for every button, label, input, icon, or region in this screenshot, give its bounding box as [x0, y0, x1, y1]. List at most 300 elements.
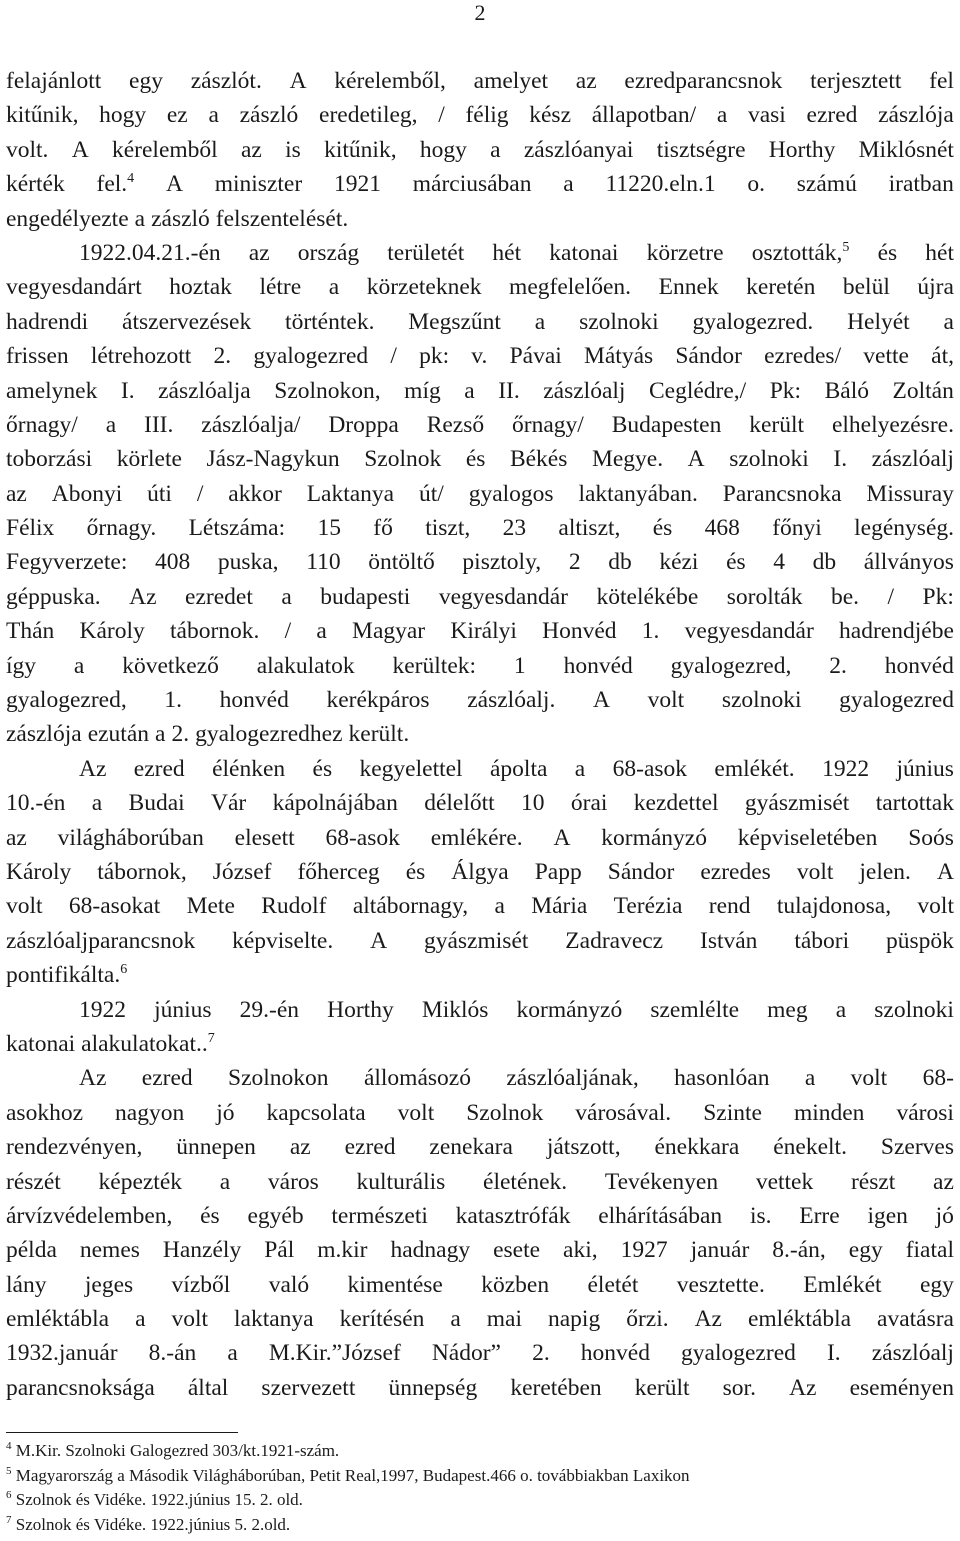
word: ezredes/	[764, 343, 842, 370]
text-line	[6, 1268, 954, 1302]
word: közben	[481, 1271, 550, 1298]
word: Mátyás	[583, 343, 654, 370]
text-line	[6, 1027, 954, 1061]
word: Rezső	[426, 411, 485, 438]
word: 1922	[79, 996, 126, 1023]
word: árvízvédelemben,	[6, 1202, 173, 1229]
text-line	[6, 993, 954, 1027]
word: laktanya	[234, 1306, 314, 1333]
text-line	[6, 1199, 954, 1233]
word: számú	[796, 171, 857, 198]
word: Zadravecz	[565, 927, 664, 954]
word: 1	[513, 652, 526, 679]
word: 4	[773, 549, 786, 576]
word: kegyelettel	[359, 755, 463, 782]
footnote-reference[interactable]: 6	[120, 962, 128, 978]
word: tiszt,	[425, 515, 471, 542]
word: volt	[796, 858, 834, 885]
word: főherceg	[297, 858, 380, 885]
word: hadrendjébe	[839, 618, 954, 645]
text-line	[6, 786, 954, 820]
word: jó	[935, 1202, 954, 1229]
word: Budai	[128, 790, 185, 817]
word: zászlóalja	[158, 377, 251, 404]
word: Az	[789, 1374, 817, 1401]
word: 2.	[171, 721, 190, 748]
word: parancsnoksága	[6, 1374, 155, 1401]
word: a	[208, 102, 219, 129]
word: a	[534, 308, 546, 335]
word: ápolta	[489, 755, 548, 782]
word: honvéd	[884, 652, 954, 679]
word: játszott,	[546, 1134, 621, 1161]
word: 2.	[532, 1340, 550, 1367]
word: Terézia	[613, 893, 683, 920]
word: énekkara	[654, 1134, 740, 1161]
word: is.	[749, 1202, 772, 1229]
word: az	[6, 480, 27, 507]
word: ezután	[87, 721, 150, 748]
footnote-text: Szolnok és Vidéke. 1922.június 15. 2. old.	[15, 1490, 303, 1510]
word	[752, 236, 850, 270]
word: 1.	[641, 618, 660, 645]
word-text: pontifikálta.	[6, 962, 121, 989]
word: területét	[387, 239, 465, 266]
word: A	[553, 824, 571, 851]
word: ezred	[141, 1065, 193, 1092]
word: zászlóalj	[871, 1340, 954, 1367]
word: Félix	[6, 515, 55, 542]
word: István	[700, 927, 758, 954]
word: keretében	[510, 1374, 602, 1401]
word: Károly	[79, 618, 145, 645]
word: órai	[570, 790, 608, 817]
word: Megye.	[591, 446, 664, 473]
word: egyéb	[247, 1202, 304, 1229]
word: tulajdonosa,	[776, 893, 892, 920]
word: emlékére.	[430, 824, 523, 851]
word: kerültek:	[392, 652, 477, 679]
word: és	[726, 549, 746, 576]
word: életét	[587, 1271, 639, 1298]
word: átszervezések	[122, 308, 252, 335]
word: avatásra	[877, 1306, 954, 1333]
text-line	[6, 580, 954, 614]
word: került.	[348, 721, 410, 748]
text-line	[6, 821, 954, 855]
word: 2	[568, 549, 581, 576]
word: elhelyezésre.	[831, 411, 954, 438]
word: öntöltő	[368, 549, 435, 576]
word: Báló	[824, 377, 869, 404]
word: Szinte	[703, 1099, 762, 1126]
word: Missuray	[866, 480, 954, 507]
word: Az	[129, 583, 157, 610]
word: Parancsnoka	[722, 480, 842, 507]
word: volt	[647, 687, 685, 714]
word: így	[6, 652, 37, 679]
word: ezred	[806, 102, 858, 129]
word: zászlóanyai	[523, 136, 634, 163]
word: következő	[122, 652, 219, 679]
word: a	[91, 790, 103, 817]
word: kérték	[6, 171, 65, 198]
word: /	[390, 343, 397, 370]
word: részét	[6, 1168, 61, 1195]
word: ünnepség	[388, 1374, 478, 1401]
word: kormányzó	[516, 996, 623, 1023]
word: fő	[373, 515, 393, 542]
footnote-text: Magyarország a Második Világháborúban, Petit Real,1997, Budapest.466 o. továbbiakban Laxikon	[15, 1465, 690, 1485]
word: énekelt.	[773, 1134, 847, 1161]
word: példa	[6, 1237, 57, 1264]
word: József	[212, 858, 272, 885]
word: 2.	[213, 343, 232, 370]
text-line	[6, 477, 954, 511]
word: amelyet	[473, 68, 549, 94]
footnote-separator	[6, 1432, 238, 1433]
word: a	[563, 171, 574, 198]
word: hét	[925, 239, 954, 266]
word: ezredparancsnok	[624, 68, 783, 94]
word: eseményen	[849, 1374, 954, 1401]
word: volt.	[6, 136, 49, 163]
word: A	[687, 446, 705, 473]
word: részt	[850, 1168, 896, 1195]
text-line	[6, 545, 954, 579]
word: őrnagy.	[86, 515, 157, 542]
word: felszentelését.	[215, 205, 349, 232]
word: kapcsolata	[266, 1099, 366, 1126]
word: Békés	[509, 446, 568, 473]
word: Pk:	[769, 377, 802, 404]
word: az	[6, 824, 27, 851]
word: zászló	[239, 102, 299, 129]
word: január	[690, 1237, 750, 1264]
footnote-reference[interactable]: 4	[127, 171, 135, 187]
footnotes	[6, 1439, 954, 1537]
word: a	[716, 102, 728, 129]
word: 1922.04.21.-én	[79, 239, 221, 266]
word: őrzi.	[626, 1306, 669, 1333]
word: 68-	[922, 1065, 954, 1092]
word: a	[490, 136, 501, 163]
word: Papp	[534, 858, 582, 885]
word: iratban	[888, 171, 954, 198]
paragraph	[6, 236, 954, 752]
word: terjesztett	[810, 68, 902, 94]
word: katonai	[6, 1030, 76, 1057]
word: /	[887, 583, 895, 610]
word: III.	[144, 411, 174, 438]
word: vegyesdandárt	[6, 274, 142, 301]
footnote-marker: 7	[6, 1513, 12, 1526]
word: szolnoki	[721, 687, 802, 714]
word: őrnagy/	[512, 411, 584, 438]
word: 68-asok	[325, 824, 400, 851]
word: Laktanya	[306, 480, 395, 507]
word: ezredet	[185, 583, 253, 610]
word: 10	[521, 790, 545, 817]
word: ezred	[133, 755, 185, 782]
text-line	[6, 924, 954, 958]
word: került	[634, 1374, 690, 1401]
text-line	[6, 133, 954, 167]
word: természeti	[331, 1202, 428, 1229]
word: Az	[79, 1065, 107, 1092]
word: amelynek	[6, 377, 98, 404]
word: kimentése	[347, 1271, 443, 1298]
word: Emlékét	[803, 1271, 882, 1298]
word: Abonyi	[51, 480, 123, 507]
word: jelen.	[859, 858, 911, 885]
word: a	[281, 583, 292, 610]
word: szervezett	[261, 1374, 356, 1401]
word: akkor	[228, 480, 282, 507]
text-line	[6, 167, 954, 201]
word: keretén	[746, 274, 816, 301]
word: az	[289, 1134, 311, 1161]
text-line	[6, 1130, 954, 1164]
word: megfelelően.	[509, 274, 632, 301]
word: zászló	[151, 205, 210, 232]
word: rendezvényen,	[6, 1134, 143, 1161]
word: Fegyverzete:	[6, 549, 128, 576]
word: vette	[863, 343, 909, 370]
word: zászlója	[6, 721, 82, 748]
word: körzetre	[646, 239, 724, 266]
text-line	[6, 1371, 954, 1405]
word: 15	[317, 515, 341, 542]
word: elesett	[234, 824, 295, 851]
word-text: osztották,	[751, 239, 843, 266]
word: Szerves	[880, 1134, 954, 1161]
word: /	[438, 102, 445, 129]
word: történtek.	[285, 308, 375, 335]
word: állapotban/	[591, 102, 697, 129]
page-number: 2	[474, 0, 486, 25]
word: /	[196, 480, 204, 507]
word: a	[574, 755, 586, 782]
word: fel	[929, 68, 954, 94]
word: kész	[529, 102, 572, 129]
word: és	[312, 755, 333, 782]
word: kormányzó	[601, 824, 707, 851]
word: igen	[867, 1202, 908, 1229]
word: a	[155, 721, 166, 748]
footnote-reference[interactable]: 5	[842, 239, 850, 255]
word: Hanzély	[162, 1237, 242, 1264]
word: szemlélte	[650, 996, 740, 1023]
word: gyalogezred,	[670, 652, 792, 679]
word: délelőtt	[424, 790, 495, 817]
word: és	[877, 239, 898, 266]
word: a	[227, 1340, 238, 1367]
word: Károly	[6, 858, 72, 885]
word: körlete	[116, 446, 182, 473]
word: gyalogezred.	[692, 308, 814, 335]
word: a	[219, 1168, 231, 1195]
word: puska,	[217, 549, 279, 576]
text-line	[6, 752, 954, 786]
word: Pávai	[509, 343, 562, 370]
word: pk:	[419, 343, 450, 370]
word: Szolnok	[466, 1099, 544, 1126]
word: Erre	[799, 1202, 840, 1229]
word: állomásozó	[363, 1065, 471, 1092]
word: lány	[6, 1271, 47, 1298]
text-line	[6, 1233, 954, 1267]
word: városával.	[575, 1099, 672, 1126]
footnote-marker: 4	[6, 1440, 12, 1452]
word: az	[575, 68, 597, 94]
word: élénken	[212, 755, 286, 782]
word: kerítésén	[339, 1306, 425, 1333]
word: úti	[147, 480, 172, 507]
word: zászlóalj	[543, 377, 626, 404]
word: 110	[306, 549, 341, 576]
word: nagyon	[115, 1099, 185, 1126]
word: gyalogezredhez	[195, 721, 343, 748]
word: pisztoly,	[462, 549, 542, 576]
word: a	[134, 205, 146, 232]
paragraph	[6, 1061, 954, 1405]
word: Miklósnét	[858, 136, 954, 163]
text-line	[6, 614, 954, 648]
word: márciusában	[412, 171, 532, 198]
word: vasi	[747, 102, 786, 129]
word: gyalogezred	[253, 343, 369, 370]
word: sor.	[722, 1374, 756, 1401]
word: 10.-én	[6, 790, 66, 817]
word: egy	[919, 1271, 954, 1298]
word: tábornok.	[170, 618, 260, 645]
word: mai	[486, 1306, 523, 1333]
word: kezdettel	[633, 790, 719, 817]
word: körzeteknek	[366, 274, 482, 301]
word: vízből	[171, 1271, 231, 1298]
word: M.Kir.”József	[268, 1340, 401, 1367]
footnote-5	[6, 1464, 954, 1489]
text-line	[6, 889, 954, 923]
word: tábornok,	[97, 858, 187, 885]
footnote-text: M.Kir. Szolnoki Galogezred 303/kt.1921-szám.	[15, 1441, 340, 1460]
word: városi	[896, 1099, 954, 1126]
word: képviseletében	[737, 824, 878, 851]
text-line	[6, 339, 954, 373]
word: Rudolf	[261, 893, 327, 920]
word: jó	[216, 1099, 235, 1126]
paragraph	[6, 64, 954, 236]
word-text: alakulatokat..	[81, 1030, 208, 1057]
word: o.	[747, 171, 765, 198]
word: Sándor	[607, 858, 675, 885]
word: Honvéd	[542, 618, 617, 645]
word: június	[896, 755, 954, 782]
word: felajánlott	[6, 68, 102, 94]
word: II.	[498, 377, 520, 404]
footnote-reference[interactable]: 7	[207, 1030, 215, 1046]
word: aki,	[563, 1237, 598, 1264]
word: emléktábla	[747, 1306, 852, 1333]
word: 68-asokat	[68, 893, 161, 920]
text-line	[6, 958, 954, 992]
word: Az	[79, 755, 107, 782]
word: való	[268, 1271, 310, 1298]
word: át,	[931, 343, 954, 370]
word: város	[267, 1168, 319, 1195]
word: állványos	[863, 549, 954, 576]
text-line	[6, 649, 954, 683]
word: Budapesten	[611, 411, 722, 438]
word: létre	[259, 274, 302, 301]
word: 1932.január	[6, 1340, 118, 1367]
word: hogy	[419, 136, 467, 163]
word: ezredes	[700, 858, 771, 885]
word: 8.-án	[148, 1340, 197, 1367]
word: egy	[129, 68, 163, 94]
word: tartottak	[875, 790, 954, 817]
word: volt	[6, 893, 43, 920]
word: 29.-én	[239, 996, 300, 1023]
word: félig	[465, 102, 509, 129]
word: a	[835, 996, 847, 1023]
word: vegyesdandár	[438, 583, 569, 610]
word: emléktábla	[6, 1306, 110, 1333]
word: nemes	[79, 1237, 140, 1264]
word: újra	[917, 274, 954, 301]
word: altábornagy,	[352, 893, 469, 920]
word: 1927	[620, 1237, 668, 1264]
word: elhárításában	[598, 1202, 723, 1229]
word: Helyét	[847, 308, 910, 335]
word: alakulatok	[256, 652, 355, 679]
word: a	[328, 274, 340, 301]
word: hadrendi	[6, 308, 89, 335]
word: szolnoki	[579, 308, 659, 335]
word: toborzási	[6, 446, 93, 473]
text-line	[6, 442, 954, 476]
word: A	[165, 171, 183, 198]
word: 408	[154, 549, 191, 576]
word: I.	[826, 1340, 841, 1367]
word: zászlóalj	[871, 446, 954, 473]
text-line	[6, 1336, 954, 1370]
word: zászlót.	[190, 68, 262, 94]
word: Soós	[908, 824, 954, 851]
word: 2.	[829, 652, 847, 679]
word: sorolták	[726, 583, 803, 610]
word: hasonlóan	[674, 1065, 770, 1092]
word: Királyi	[450, 618, 517, 645]
word: Ennek	[658, 274, 719, 301]
word: zászlóaljparancsnok	[6, 927, 196, 954]
word: Mete	[186, 893, 235, 920]
word: 1921	[333, 171, 381, 198]
word: vegyesdandár	[684, 618, 814, 645]
word: ünnepen	[176, 1134, 256, 1161]
word: kitűnik,	[6, 102, 79, 129]
word: püspök	[886, 927, 954, 954]
word: altiszt,	[558, 515, 621, 542]
word: 1922	[822, 755, 870, 782]
word: Pál	[264, 1237, 295, 1264]
text-line	[6, 1096, 954, 1130]
text-line	[6, 236, 954, 270]
paragraph	[6, 752, 954, 993]
text-line	[6, 1061, 954, 1095]
word: minden	[793, 1099, 865, 1126]
